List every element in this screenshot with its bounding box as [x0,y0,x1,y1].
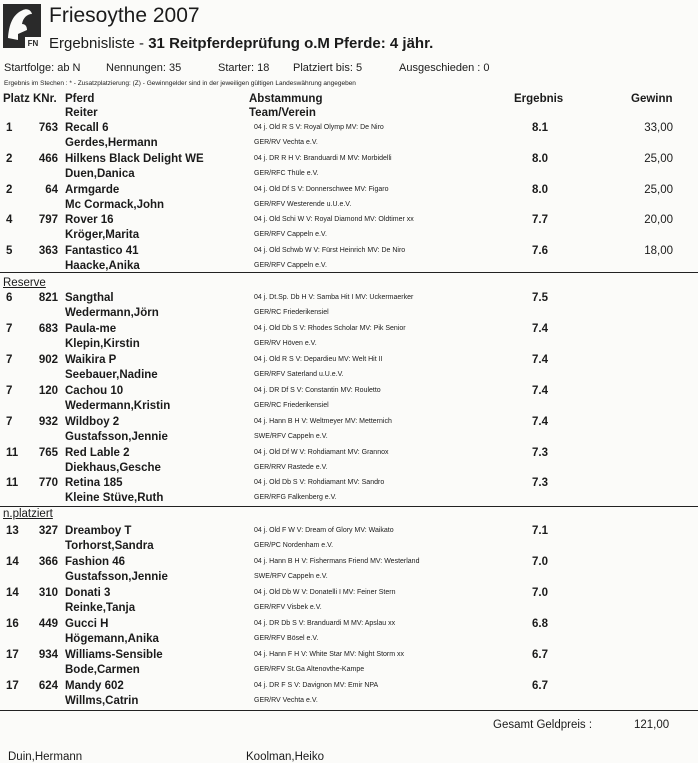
col-ergebnis: Ergebnis [514,93,564,105]
table-row [0,214,698,246]
placement: 17 [6,649,19,661]
rider-name: Kröger,Marita [65,229,140,241]
placement: 7 [6,323,13,335]
rider-name: Gustafsson,Jennie [65,431,168,443]
subtitle-competition: 31 Reitpferdeprüfung o.M Pferde: 4 jähr. [148,35,434,52]
placement: 7 [6,385,13,397]
head-number: 466 [38,153,58,165]
score: 6.7 [532,649,548,661]
section-nplatziert: n.platziert [3,508,53,520]
col-gewinn: Gewinn [631,93,673,105]
rider-name: Klepin,Kirstin [65,338,140,350]
rider-name: Gustafsson,Jennie [65,571,168,583]
club: GER/RFV Westerende u.U.e.V. [254,201,352,208]
horse-name: Retina 185 [65,477,123,489]
pedigree: 04 j. DR F S V: Davignon MV: Emir NPA [254,682,379,689]
club: GER/PC Nordenham e.V. [254,542,334,549]
head-number: 902 [38,354,58,366]
rider-name: Seebauer,Nadine [65,369,158,381]
score: 7.0 [532,587,548,599]
score: 7.4 [532,323,548,335]
pedigree: 04 j. Dt.Sp. Db H V: Samba Hit I MV: Uckermaerker [254,294,414,301]
pedigree: 04 j. Old Schi W V: Royal Diamond MV: Oldtimer xx [254,216,414,223]
horse-name: Fashion 46 [65,556,126,568]
horse-name: Sangthal [65,292,114,304]
competition-info [4,62,490,74]
head-number: 821 [38,292,58,304]
head-number: 363 [38,245,58,257]
horse-head-icon [3,4,41,48]
score: 7.0 [532,556,548,568]
info-starter: Starter: 18 [218,62,270,74]
page-subtitle [49,35,433,52]
table-row [0,525,698,557]
rider-name: Wedermann,Jörn [65,307,159,319]
horse-name: Hilkens Black Delight WE [65,153,204,165]
horse-name: Dreamboy T [65,525,132,537]
subtitle-prefix: Ergebnisliste - [49,35,149,52]
col-verein: Team/Verein [249,107,316,119]
col-abstammung: Abstammung [249,93,323,105]
table-row [0,245,698,277]
head-number: 797 [38,214,58,226]
horse-name: Mandy 602 [65,680,124,692]
table-row [0,385,698,417]
table-row [0,447,698,479]
col-knr: KNr. [33,93,57,105]
horse-name: Fantastico 41 [65,245,139,257]
rider-name: Gerdes,Hermann [65,137,158,149]
head-number: 934 [38,649,58,661]
club: GER/RC Friederikensiel [254,309,329,316]
info-ausgeschieden: Ausgeschieden : 0 [399,62,490,74]
placement: 7 [6,354,13,366]
club: GER/RFV Saterland u.U.e.V. [254,371,344,378]
rider-name: Duen,Danica [65,168,135,180]
total-prize-label: Gesamt Geldpreis : [493,719,593,731]
rider-name: Diekhaus,Gesche [65,462,161,474]
horse-name: Recall 6 [65,122,109,134]
score: 7.7 [532,214,548,226]
club: GER/RRV Rastede e.V. [254,464,328,471]
head-number: 763 [38,122,58,134]
placement: 7 [6,416,13,428]
pedigree: 04 j. DR Df S V: Constantin MV: Rouletto [254,387,381,394]
table-row [0,122,698,154]
prize-money: 18,00 [644,245,673,257]
horse-name: Donati 3 [65,587,111,599]
head-number: 120 [38,385,58,397]
placement: 4 [6,214,13,226]
club: GER/RFV Visbek e.V. [254,604,322,611]
horse-name: Waikira P [65,354,117,366]
info-platziert: Platziert bis: 5 [293,62,363,74]
judge-name: Duin,Hermann [8,751,83,763]
table-row [0,556,698,588]
table-row [0,680,698,712]
club: GER/RC Friederikensiel [254,402,329,409]
head-number: 64 [45,184,58,196]
table-row [0,416,698,448]
pedigree: 04 j. Old Df S V: Donnerschwee MV: Figaro [254,186,389,193]
info-startfolge: Startfolge: ab N [4,62,81,74]
table-row [0,292,698,324]
table-row [0,587,698,619]
horse-name: Wildboy 2 [65,416,120,428]
prize-money: 25,00 [644,153,673,165]
table-row [0,153,698,185]
prize-money: 33,00 [644,122,673,134]
head-number: 932 [38,416,58,428]
placement: 16 [6,618,19,630]
club: GER/RFC Thüle e.V. [254,170,319,177]
placement: 6 [6,292,13,304]
club: SWE/RFV Cappeln e.V. [254,573,328,580]
rider-name: Kleine Stüve,Ruth [65,492,164,504]
club: SWE/RFV Cappeln e.V. [254,433,328,440]
info-nennungen: Nennungen: 35 [106,62,182,74]
club: GER/RV Vechta e.V. [254,697,318,704]
horse-name: Gucci H [65,618,109,630]
score: 7.4 [532,416,548,428]
score: 7.4 [532,385,548,397]
pedigree: 04 j. Hann F H V: White Star MV: Night Storm xx [254,651,405,658]
table-row [0,618,698,650]
head-number: 770 [38,477,58,489]
pedigree: 04 j. Old R S V: Depardieu MV: Welt Hit II [254,356,383,363]
score: 7.3 [532,477,548,489]
head-number: 310 [38,587,58,599]
club: GER/RFV Cappeln e.V. [254,231,327,238]
placement: 14 [6,587,19,599]
score: 8.1 [532,122,548,134]
horse-name: Williams-Sensible [65,649,163,661]
pedigree: 04 j. Old Schwb W V: Fürst Heinrich MV: De Niro [254,247,406,254]
col-reiter: Reiter [65,107,98,119]
pedigree: 04 j. DR Db S V: Branduardi M MV: Apslau xx [254,620,396,627]
score: 6.7 [532,680,548,692]
horse-name: Rover 16 [65,214,114,226]
pedigree: 04 j. DR R H V: Branduardi M MV: Morbidelli [254,155,392,162]
head-number: 366 [38,556,58,568]
score: 7.4 [532,354,548,366]
pedigree: 04 j. Old Df W V: Rohdiamant MV: Grannox [254,449,389,456]
pedigree: 04 j. Old R S V: Royal Olymp MV: De Niro [254,124,384,131]
pedigree: 04 j. Hann B H V: Fishermans Friend MV: Westerland [254,558,420,565]
score: 7.5 [532,292,548,304]
club: GER/RFG Falkenberg e.V. [254,494,337,501]
head-number: 327 [38,525,58,537]
head-number: 683 [38,323,58,335]
pedigree: 04 j. Old Db S V: Rhodes Scholar MV: Pik Senior [254,325,406,332]
placement: 17 [6,680,19,692]
table-row [0,184,698,216]
club: GER/RFV Cappeln e.V. [254,262,327,269]
prize-money: 25,00 [644,184,673,196]
rider-name: Reinke,Tanja [65,602,136,614]
score: 7.3 [532,447,548,459]
club: GER/RV Höven e.V. [254,340,317,347]
fn-logo [3,4,41,48]
pedigree: 04 j. Old Db S V: Rohdiamant MV: Sandro [254,479,385,486]
club: GER/RFV St.Ga Altenovthe-Kampe [254,666,365,673]
placement: 14 [6,556,19,568]
result-note: Ergebnis im Stechen : * - Zusatzplatzierung: (Z) - Gewinngelder sind in der jeweiligen gültigen Landeswährung angegeben [4,80,356,87]
pedigree: 04 j. Old Db W V: Donatelli I MV: Feiner Stern [254,589,396,596]
placement: 11 [6,477,19,489]
score: 6.8 [532,618,548,630]
rider-name: Torhorst,Sandra [65,540,154,552]
rider-name: Wedermann,Kristin [65,400,171,412]
horse-name: Cachou 10 [65,385,124,397]
head-number: 624 [38,680,58,692]
horse-name: Armgarde [65,184,120,196]
rider-name: Högemann,Anika [65,633,159,645]
svg-text:FN: FN [27,39,39,48]
pedigree: 04 j. Old F W V: Dream of Glory MV: Waikato [254,527,394,534]
placement: 13 [6,525,19,537]
club: GER/RFV Bösel e.V. [254,635,319,642]
horse-name: Paula-me [65,323,117,335]
rider-name: Bode,Carmen [65,664,140,676]
table-row [0,323,698,355]
rider-name: Haacke,Anika [65,260,140,272]
score: 7.1 [532,525,548,537]
prize-money: 20,00 [644,214,673,226]
pedigree: 04 j. Hann B H V: Weltmeyer MV: Metternich [254,418,392,425]
section-reserve: Reserve [3,277,46,289]
placement: 1 [6,122,13,134]
score: 7.6 [532,245,548,257]
rider-name: Mc Cormack,John [65,199,165,211]
placement: 2 [6,153,13,165]
head-number: 765 [38,447,58,459]
page-title: Friesoythe 2007 [49,4,200,27]
placement: 5 [6,245,13,257]
score: 8.0 [532,184,548,196]
score: 8.0 [532,153,548,165]
col-platz: Platz [3,93,30,105]
total-prize-value: 121,00 [634,719,670,731]
rider-name: Willms,Catrin [65,695,139,707]
horse-name: Red Lable 2 [65,447,130,459]
head-number: 449 [38,618,58,630]
placement: 11 [6,447,19,459]
col-pferd: Pferd [65,93,95,105]
placement: 2 [6,184,13,196]
table-row [0,354,698,386]
club: GER/RV Vechta e.V. [254,139,318,146]
table-row [0,477,698,509]
judge-name: Koolman,Heiko [246,751,324,763]
table-row [0,649,698,681]
